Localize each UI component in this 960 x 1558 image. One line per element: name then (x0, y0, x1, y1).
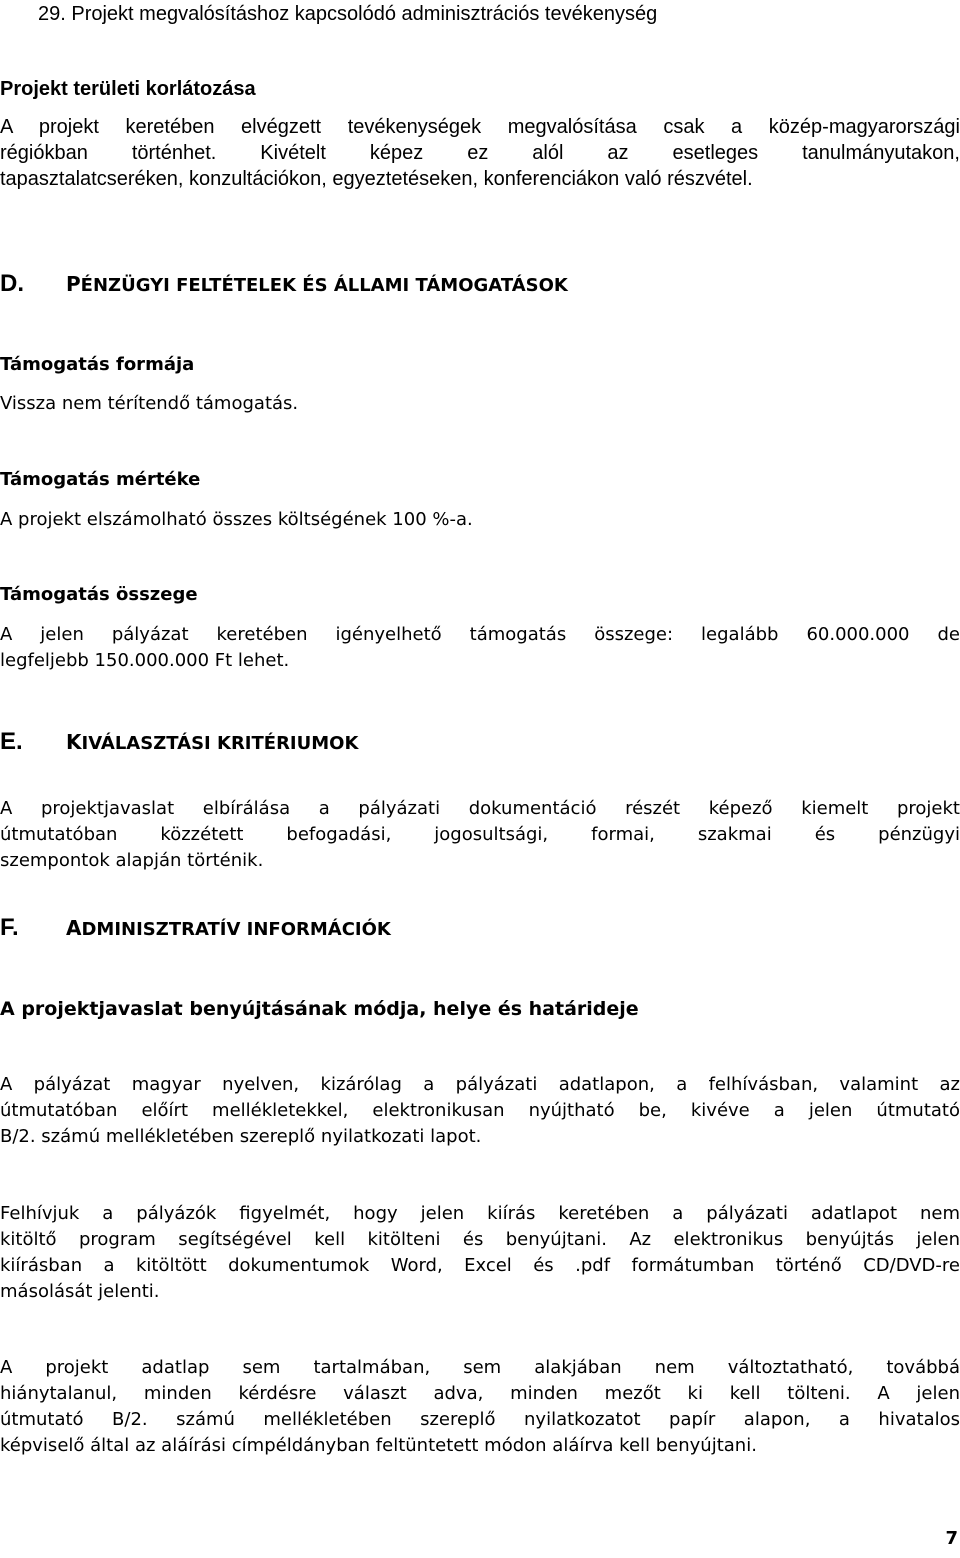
territorial-line-1: A projekt keretében elvégzett tevékenységek megvalósítása csak a közép-magyarországi (0, 116, 960, 138)
para2-line-1: Felhívjuk a pályázók figyelmét, hogy jelen kiírás keretében a pályázati adatlapot nem (0, 1203, 960, 1224)
support-form-text: Vissza nem térítendő támogatás. (0, 393, 299, 414)
support-rate-text: A projekt elszámolható összes költségének 100 %-a. (0, 509, 473, 530)
section-f-heading (0, 914, 391, 942)
support-form-heading: Támogatás formája (0, 354, 195, 375)
para1-line-2: útmutatóban előírt mellékletekkel, elektronikusan nyújtható be, kivéve a jelen útmutató (0, 1100, 960, 1121)
section-d-letter: D. (0, 270, 24, 297)
para2-line-4: másolását jelenti. (0, 1281, 160, 1302)
para1-line-1: A pályázat magyar nyelven, kizárólag a pályázati adatlapon, a felhívásban, valamint az (0, 1074, 960, 1095)
section-d-heading (0, 270, 568, 298)
section-d-title: PÉNZÜGYI FELTÉTELEK ÉS ÁLLAMI TÁMOGATÁSOK (66, 272, 568, 296)
submission-subheading: A projektjavaslat benyújtásának módja, helye és határideje (0, 998, 639, 1020)
para3-line-1: A projekt adatlap sem tartalmában, sem alakjában nem változtatható, továbbá (0, 1357, 960, 1378)
para2-line-2: kitöltő program segítségével kell kitölteni és benyújtani. Az elektronikus benyújtás jelen (0, 1229, 960, 1250)
support-amount-heading: Támogatás összege (0, 584, 198, 605)
section-e-letter: E. (0, 728, 23, 755)
territorial-line-3: tapasztalatcseréken, konzultációkon, egyeztetéseken, konferenciákon való részvétel. (0, 168, 753, 190)
para2-line-3: kiírásban a kitöltött dokumentumok Word, Excel és .pdf formátumban történő CD/DVD-re (0, 1255, 960, 1276)
support-amount-line-1: A jelen pályázat keretében igényelhető támogatás összege: legalább 60.000.000 de (0, 624, 960, 645)
para3-line-3: útmutató B/2. számú mellékletében szereplő nyilatkozatot papír alapon, a hivatalos (0, 1409, 960, 1430)
para3-line-4: képviselő által az aláírási címpéldányban feltüntetett módon aláírva kell benyújtani. (0, 1435, 757, 1456)
section-e-heading (0, 728, 358, 756)
criteria-line-2: útmutatóban közzétett befogadási, jogosultsági, formai, szakmai és pénzügyi (0, 824, 960, 845)
para1-line-3: B/2. számú mellékletében szereplő nyilatkozati lapot. (0, 1126, 482, 1147)
para3-line-2: hiánytalanul, minden kérdésre választ adva, minden mezőt ki kell tölteni. A jelen (0, 1383, 960, 1404)
section-29-title: 29. Projekt megvalósításhoz kapcsolódó adminisztrációs tevékenység (38, 3, 658, 25)
territorial-line-2: régiókban történhet. Kivételt képez ez alól az esetleges tanulmányutakon, (0, 142, 960, 164)
section-e-title: KIVÁLASZTÁSI KRITÉRIUMOK (66, 730, 359, 754)
support-amount-line-2: legfeljebb 150.000.000 Ft lehet. (0, 650, 290, 671)
page-number: 7 (945, 1528, 958, 1549)
criteria-line-3: szempontok alapján történik. (0, 850, 264, 871)
criteria-line-1: A projektjavaslat elbírálása a pályázati dokumentáció részét képező kiemelt projekt (0, 798, 960, 819)
territorial-heading: Projekt területi korlátozása (0, 78, 256, 100)
section-f-title: ADMINISZTRATÍV INFORMÁCIÓK (66, 916, 391, 940)
section-f-letter: F. (0, 914, 19, 941)
support-rate-heading: Támogatás mértéke (0, 469, 201, 490)
